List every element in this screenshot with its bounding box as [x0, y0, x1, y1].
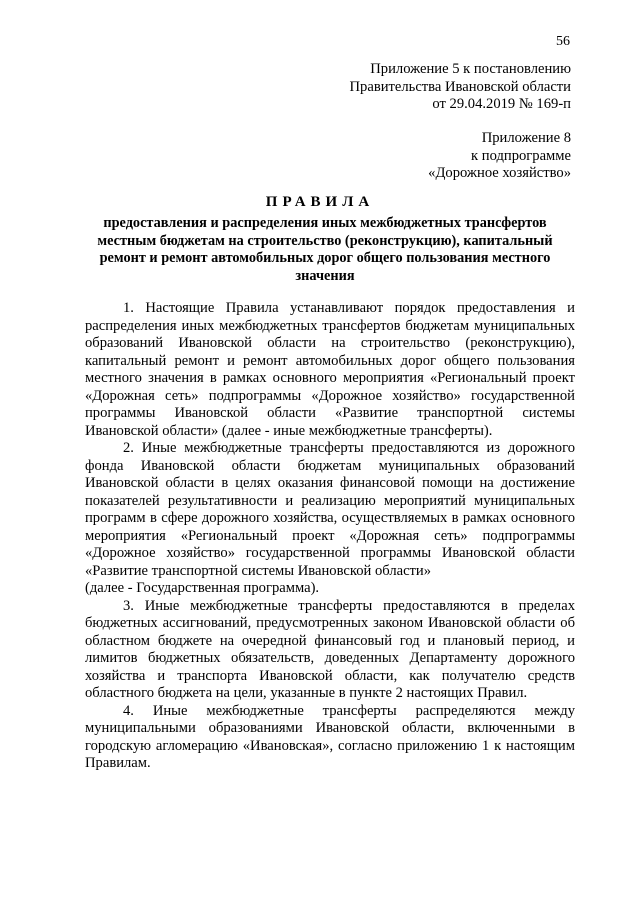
appendix-sub-line: к подпрограмме: [471, 147, 571, 164]
paragraph-3: 3. Иные межбюджетные трансферты предоставляются в пределах бюджетных ассигнований, предусмотренных законом Ивановской области об областном бюджете на очередной финансовый год и плановый период, и лимитов бюджетных обязательств, доведенных Департаменту дорожного хозяйства и транспорта Ивановской области, как получателю средств областного бюджета на цели, указанные в пункте 2 настоящих Правил.: [85, 597, 575, 701]
document-subtitle: предоставления и распределения иных межбюджетных трансфертов местным бюджетам на строительство (реконструкцию), капитальный ремонт и ремонт автомобильных дорог общего пользования местного значения: [97, 215, 553, 284]
paragraph-2-continuation: (далее - Государственная программа).: [85, 580, 320, 596]
document-title: ПРАВИЛА: [265, 194, 375, 210]
appendix-sub-line: Приложение 8: [481, 130, 571, 146]
appendix-header-line: Правительства Ивановской области: [349, 78, 571, 95]
document-body: [85, 300, 575, 773]
paragraph-2: 2. Иные межбюджетные трансферты предоставляются из дорожного фонда Ивановской области бюджетам муниципальных образований Ивановской области в целях оказания финансовой помощи на достижение показателей результативности и реализацию мероприятий муниципальных программ в сфере дорожного хозяйства, осуществляемых в рамках основного мероприятия «Региональный проект «Дорожная сеть» подпрограммы «Дорожное хозяйство» государственной программы Ивановской области «Развитие транспортной системы Ивановской области»: [85, 440, 575, 579]
page-number: 56: [556, 34, 570, 49]
appendix-subprogram-header: [428, 130, 571, 183]
appendix-header-line: от 29.04.2019 № 169-п: [432, 96, 571, 112]
appendix-sub-line: «Дорожное хозяйство»: [428, 165, 571, 181]
paragraph-4: 4. Иные межбюджетные трансферты распределяются между муниципальными образованиями Ивановской области, включенными в городскую агломерацию «Ивановская», согласно приложению 1 к настоящим Правилам.: [85, 702, 575, 771]
appendix-header: [350, 61, 571, 114]
paragraph-1: 1. Настоящие Правила устанавливают порядок предоставления и распределения иных межбюджетных трансфертов бюджетам муниципальных образований Ивановской области на строительство (реконструкцию), капитальный ремонт и ремонт автомобильных дорог общего пользования местного значения в рамках основного мероприятия «Региональный проект «Дорожная сеть» подпрограммы «Дорожное хозяйство» государственной программы Ивановской области «Развитие транспортной системы Ивановской области» (далее - иные межбюджетные трансферты).: [85, 300, 575, 439]
appendix-header-line: Приложение 5 к постановлению: [370, 61, 571, 77]
